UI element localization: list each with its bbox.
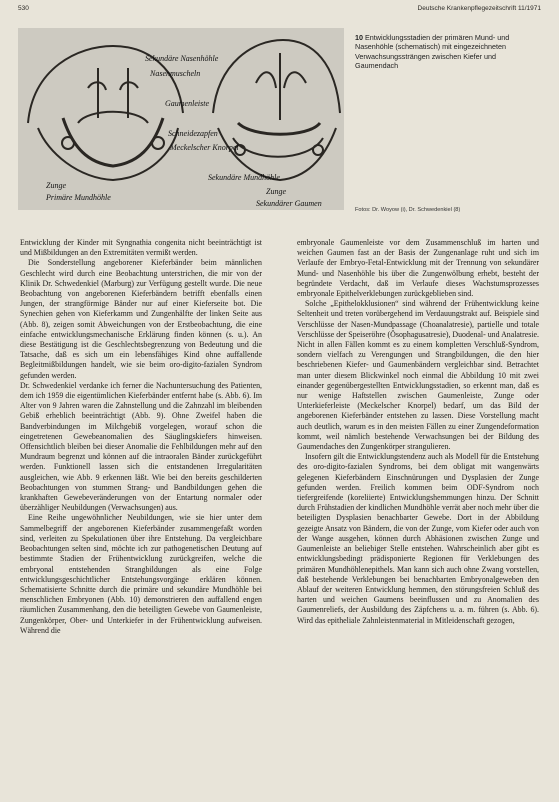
right-paragraph-2: Solche „Epithelokklusionen“ sind während der Frühentwicklung keine Seltenheit und treten vorübergehend im Verdauungstrakt auf. Beispiele sind Verschlüsse der Nasen-Mundpassage (Choanalatresie), partielle und totale Verschlüsse der Speiseröhre (Ösophagusatresie), Duodenal- und Analatresie. Nicht in allen Fällen kommt es zu einem kompletten Verschluß-Syndrom, sondern vielfach zu Verengungen und Strangbildungen, die den hier beschriebenen Kiefer- und Gaumenbändern vergleichbar sind. Betrachtet man unter diesem Blickwinkel noch einmal die Abbildung 10 mit zwei einander gegenübergestellten Entwicklungsstadien, so erkennt man, daß es nur wenige Haftstellen zwischen Gaumenleiste, Zunge oder Unterkieferleiste (Meckelscher Knorpel) bedarf, um das Bild der angeborenen Kieferbänder entstehen zu lassen. Diese Vorstellung macht auch deutlich, warum es in den meisten Fällen zu einer Zungendeformation kommt, weil nämlich bestehende Verwachsungen bei der Bildung des Gaumendaches den Zungenkörper strangulieren. xyxy=(297,299,539,452)
left-paragraph-2: Die Sonderstellung angeborener Kieferbänder beim männlichen Geschlecht wird durch eine Beobachtung unterstrichen, die mir von der Klinik Dr. Schwedenkiel (Marburg) zur Verfügung gestellt wurde. Die neue Beobachtung von angeborenen Kieferbändern betrifft ebenfalls einen Jungen, der strangförmige Bänder nur auf einer Kieferseite bot. Die Synechien gehen von Kieferkamm und Zungenhälfte der linken Seite aus (Abb. 8), zeigen somit Abweichungen von der Erstbeobachtung, die eine einfache entwicklungsmechanische Erklärung finden können (s. u.). An diese Bestätigung ist die Geschlechtsbegrenzung von Bedeutung und die Tatsache, daß es sich um ein lebensfähiges Kind ohne auffallende Begleitmißbildungen handelt, wie sie beim oro-digito-fazialen Syndrom gefunden werden. xyxy=(20,258,262,380)
label-meckel-1: Meckelscher Knorpel xyxy=(170,143,239,152)
journal-title: Deutsche Krankenpflegezeitschrift 11/1971 xyxy=(417,5,541,12)
left-paragraph-1: Entwicklung der Kinder mit Syngnathia congenita nicht beeinträchtigt ist und Mißbildungen an den Extremitäten vermißt werden. xyxy=(20,238,262,258)
label-nasenmuscheln: Nasenmuscheln xyxy=(150,69,201,78)
caption-text: Entwicklungsstadien der primären Mund- und Nasenhöhle (schematisch) mit eingezeichneten Verwachsungssträngen zwischen Kiefer und Gaumendach xyxy=(355,33,510,71)
label-zunge-left: Zunge xyxy=(46,181,66,190)
label-sekundaere-nasenhoehle: Sekundäre Nasenhöhle xyxy=(145,54,219,63)
caption-number: 10 xyxy=(355,33,363,42)
left-column xyxy=(20,238,262,636)
label-gaumenleiste: Gaumenleiste xyxy=(165,99,209,108)
left-paragraph-4: Eine Reihe ungewöhnlicher Neubildungen, wie sie hier unter dem Sammelbegriff der angeborenen Kieferbänder zusammengefaßt worden sind, verleiten zu Spekulationen über ihre Entstehung. Da vergleichbare Beobachtungen selten sind, möchte ich zur pathogenetischen Deutung auf bestimmte Stadien der Frühentwicklung zurückgreifen, welche die embryonal entstehenden Strangbildungen als eine Folge entwicklungsgeschichtlicher Entstehungsvorgänge erklären können. Schematisierte Schnitte durch die primäre und sekundäre Mundhöhle bei menschlichen Embryonen (Abb. 10) demonstrieren den auffallend engen räumlichen Zusammenhang, den die beteiligten Gewebe von Gaumenleiste, Zungenkörper, Ober- und Unterkiefer in der Frühentwicklung aufweisen. Während die xyxy=(20,513,262,635)
page-number: 530 xyxy=(18,5,29,12)
figure-caption xyxy=(355,33,511,71)
photo-credit: Fotos: Dr. Woyow (i), Dr. Schwedenkiel (8) xyxy=(355,207,461,213)
label-sekundaerer-gaumen: Sekundärer Gaumen xyxy=(256,199,322,208)
label-schneidezapfen: Schneidezapfen xyxy=(168,129,218,138)
embryo-figure xyxy=(18,28,344,210)
label-primaere-mundhoehle: Primäre Mundhöhle xyxy=(46,193,111,202)
left-paragraph-3: Dr. Schwedenkiel verdanke ich ferner die Nachuntersuchung des Patienten, dem ich 1959 die eigentümlichen Kieferbänder entfernt habe (s. Abb. 6). Im Alter von 9 Jahren waren die Zahnstellung und die Zahnzahl im bleibenden Gebiß erheblich beeinträchtigt (Abb. 9). Ohne Zweifel haben die Bandverbindungen im Milchgebiß vorgelegen, worauf schon die eingetretenen Gewebeanomalien des Säuglingskiefers hinweisen. Offensichtlich bleiben bei dieser Anomalie die Fehlbildungen mehr auf den Mundraum begrenzt und können auf die intraoralen Bänder zurückgeführt werden. Funktionell lassen sich die entstandenen Irregularitäten ausgleichen, wie Abb. 9 erkennen läßt. Wie bei den bereits geschilderten Beobachtungen von stummen Strang- und Bandbildungen gehen die krankhaften Gewebeveränderungen von der Entartung normaler oder überzähliger Neubildungen (Verwachsungen) aus. xyxy=(20,380,262,513)
label-zunge-right: Zunge xyxy=(266,187,286,196)
right-paragraph-3: Insofern gilt die Entwicklungstendenz auch als Modell für die Entstehung des oro-digito-fazialen Syndroms, bei dem obligat mit wangenwärts gelegenen Kieferbändern Einschnürungen und Dysplasien der Zunge gefunden werden. Freilich kommen beim ODF-Syndrom noch tiefergreifende (koreliierte) Entwicklungshemmungen hinzu. Der Schnitt durch Frühstadien der kindlichen Mundhöhle verrät aber noch mehr über die beteiligten Dysplasien benachbarter Gewebe. Dort in der Abbildung gezeigte Ansatz von Bändern, die von der Zunge, vom Kiefer oder auch von der Wange ausgehen, können durch Abhäsionen zwischen Zunge und Gaumenleiste an beliebiger Stelle entstehen. Wahrscheinlich aber gibt es entwicklungsbedingt prädisponierte Regionen für Verklebungen des primären Mundhöhlenepithels. Man kann sich auch ohne Zwang vorstellen, daß bestehende Verklebungen bei benachbarten Embryonalgeweben den Ablauf der weiteren Entwicklung hemmen, den störungsfreien Schluß des harten und weichen Gaumens beeinflussen und zu Anomalien des Gaumenreliefs, der Ausbildung des Zäpfchens u. a. m. führen (s. Abb. 6). Wird das epitheliale Zahnleistenmaterial in Mitleidenschaft gezogen, xyxy=(297,452,539,625)
right-column xyxy=(297,238,539,626)
label-sekundaere-mundhoehle: Sekundäre Mundhöhle xyxy=(208,173,280,182)
right-paragraph-1: embryonale Gaumenleiste vor dem Zusammenschluß im harten und weichen Gaumen fast an der Basis der Zungenanlage ruht und sich im Verlaufe der Embryo-Fetal-Entwicklung mit der Trennung von sekundärer Mund- und Nasenhöhle bis über die Zungenwölbung erhebt, besteht der begründete Verdacht, daß im Verlaufe dieses Wachstumsprozesses embryonale Epithelverklebungen zurückgeblieben sind. xyxy=(297,238,539,299)
